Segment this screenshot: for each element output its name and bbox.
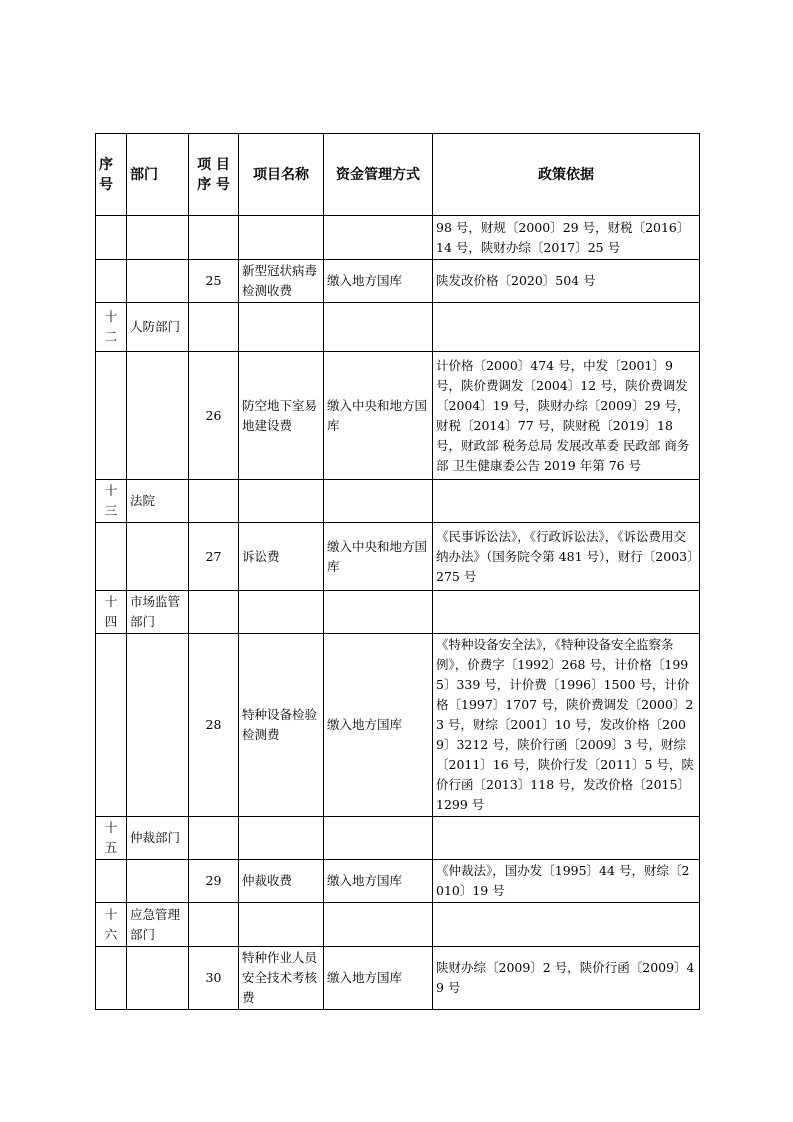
table-row xyxy=(96,634,700,817)
row-item-name xyxy=(239,817,324,860)
row-policy xyxy=(433,591,700,634)
row-item-name xyxy=(239,303,324,352)
row-item-seq xyxy=(189,480,239,523)
row-dept xyxy=(127,860,189,903)
row-dept: 法院 xyxy=(127,480,189,523)
row-item-seq xyxy=(189,817,239,860)
row-item-seq: 25 xyxy=(189,260,239,303)
row-dept xyxy=(127,523,189,591)
row-item-name: 诉讼费 xyxy=(239,523,324,591)
header-policy: 政策依据 xyxy=(433,134,700,216)
table-row xyxy=(96,523,700,591)
row-dept xyxy=(127,634,189,817)
row-item-name: 特种设备检验检测费 xyxy=(239,634,324,817)
row-fund-mgmt xyxy=(324,303,433,352)
row-fund-mgmt xyxy=(324,903,433,947)
row-seq xyxy=(96,860,127,903)
row-dept: 仲裁部门 xyxy=(127,817,189,860)
row-item-name: 特种作业人员安全技术考核费 xyxy=(239,947,324,1010)
row-fund-mgmt: 缴入地方国库 xyxy=(324,260,433,303)
row-item-name xyxy=(239,591,324,634)
row-fund-mgmt: 缴入地方国库 xyxy=(324,860,433,903)
header-item-name: 项目名称 xyxy=(239,134,324,216)
row-fund-mgmt xyxy=(324,817,433,860)
row-item-name xyxy=(239,216,324,260)
row-fund-mgmt: 缴入地方国库 xyxy=(324,947,433,1010)
row-dept: 应急管理部门 xyxy=(127,903,189,947)
row-policy: 《仲裁法》，国办发〔1995〕44 号，财综〔2010〕19 号 xyxy=(433,860,700,903)
table-row xyxy=(96,860,700,903)
row-item-name: 仲裁收费 xyxy=(239,860,324,903)
row-fund-mgmt xyxy=(324,591,433,634)
row-item-seq: 27 xyxy=(189,523,239,591)
row-seq: 十五 xyxy=(96,817,127,860)
row-item-seq xyxy=(189,903,239,947)
row-seq xyxy=(96,634,127,817)
table-row xyxy=(96,947,700,1010)
row-seq: 十六 xyxy=(96,903,127,947)
row-item-name xyxy=(239,480,324,523)
department-row xyxy=(96,817,700,860)
department-row xyxy=(96,303,700,352)
row-item-name: 防空地下室易地建设费 xyxy=(239,352,324,480)
row-policy xyxy=(433,903,700,947)
row-fund-mgmt xyxy=(324,480,433,523)
row-item-seq: 26 xyxy=(189,352,239,480)
row-policy: 计价格〔2000〕474 号，中发〔2001〕9 号，陕价费调发〔2004〕12 号，陕价费调发〔2004〕19 号，陕财办综〔2009〕29 号，财税〔2014〕77 号，陕财税〔2019〕18 号，财政部 税务总局 发展改革委 民政部 商务部 卫生健康委公告 2019 年第 76 号 xyxy=(433,352,700,480)
row-dept: 市场监管部门 xyxy=(127,591,189,634)
row-policy: 陕发改价格〔2020〕504 号 xyxy=(433,260,700,303)
row-dept xyxy=(127,216,189,260)
row-item-seq xyxy=(189,216,239,260)
table-row xyxy=(96,352,700,480)
row-seq xyxy=(96,216,127,260)
header-item-seq: 项 目 序 号 xyxy=(189,134,239,216)
fee-table xyxy=(95,133,700,1010)
header-row xyxy=(96,134,700,216)
row-seq: 十三 xyxy=(96,480,127,523)
row-seq: 十二 xyxy=(96,303,127,352)
row-seq xyxy=(96,260,127,303)
row-dept xyxy=(127,352,189,480)
department-row xyxy=(96,480,700,523)
row-item-seq: 30 xyxy=(189,947,239,1010)
header-dept: 部门 xyxy=(127,134,189,216)
row-item-seq xyxy=(189,591,239,634)
header-seq: 序 号 xyxy=(96,134,127,216)
row-item-seq: 29 xyxy=(189,860,239,903)
row-seq: 十四 xyxy=(96,591,127,634)
row-policy: 98 号，财规〔2000〕29 号，财税〔2016〕14 号，陕财办综〔2017〕25 号 xyxy=(433,216,700,260)
row-fund-mgmt: 缴入地方国库 xyxy=(324,634,433,817)
row-policy xyxy=(433,480,700,523)
row-policy xyxy=(433,817,700,860)
row-dept: 人防部门 xyxy=(127,303,189,352)
row-policy xyxy=(433,303,700,352)
row-dept xyxy=(127,947,189,1010)
row-item-name: 新型冠状病毒检测收费 xyxy=(239,260,324,303)
department-row xyxy=(96,591,700,634)
row-fund-mgmt: 缴入中央和地方国库 xyxy=(324,523,433,591)
row-seq xyxy=(96,947,127,1010)
header-fund-mgmt: 资金管理方式 xyxy=(324,134,433,216)
row-dept xyxy=(127,260,189,303)
row-item-name xyxy=(239,903,324,947)
row-fund-mgmt: 缴入中央和地方国库 xyxy=(324,352,433,480)
row-fund-mgmt xyxy=(324,216,433,260)
table-row xyxy=(96,216,700,260)
row-item-seq xyxy=(189,303,239,352)
row-policy: 陕财办综〔2009〕2 号，陕价行函〔2009〕49 号 xyxy=(433,947,700,1010)
department-row xyxy=(96,903,700,947)
table-row xyxy=(96,260,700,303)
row-policy: 《民事诉讼法》，《行政诉讼法》，《诉讼费用交纳办法》（国务院令第 481 号），财行〔2003〕275 号 xyxy=(433,523,700,591)
row-policy: 《特种设备安全法》，《特种设备安全监察条例》，价费字〔1992〕268 号，计价格〔1995〕339 号，计价费〔1996〕1500 号，计价格〔1997〕1707 号，陕价费调发〔2000〕23 号，财综〔2001〕10 号，发改价格〔2009〕3212 号，陕价行函〔2009〕3 号，财综〔2011〕16 号，陕价行发〔2011〕5 号，陕价行函〔2013〕118 号，发改价格〔2015〕1299 号 xyxy=(433,634,700,817)
row-item-seq: 28 xyxy=(189,634,239,817)
row-seq xyxy=(96,523,127,591)
row-seq xyxy=(96,352,127,480)
